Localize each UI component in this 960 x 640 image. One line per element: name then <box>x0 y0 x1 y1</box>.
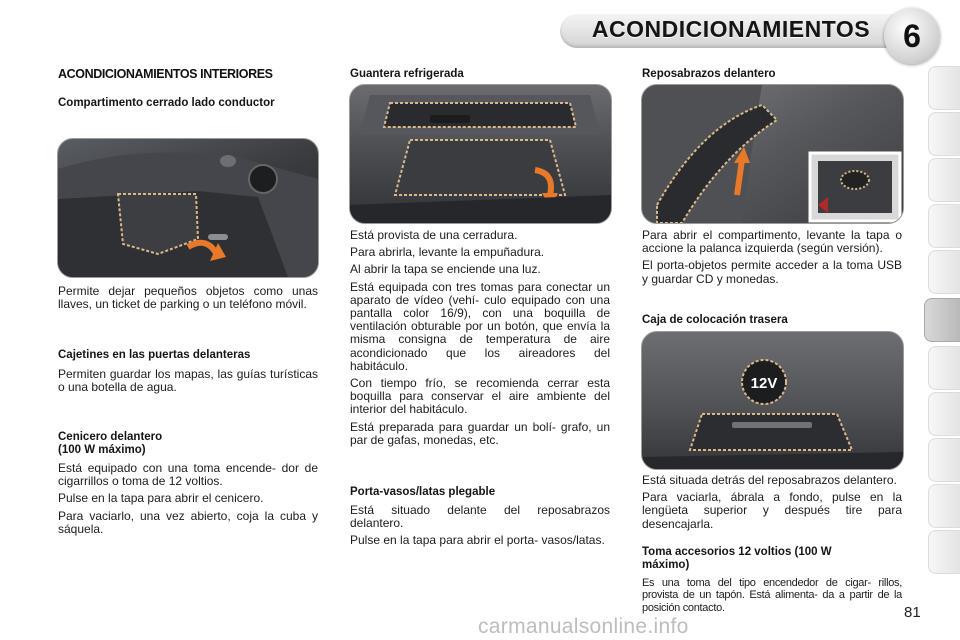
rear-box-photo <box>641 331 904 470</box>
door-pockets-paragraph <box>58 368 318 398</box>
ashtray-text-1: Está equipado con una toma encende- dor de cigarrillos o toma de 12 voltios. <box>58 461 318 489</box>
chapter-tab-7[interactable] <box>928 346 960 390</box>
socket-12v-label: 12V <box>750 375 778 392</box>
cup-holder-text-2: Pulse en la tapa para abrir el porta- vasos/latas. <box>350 533 605 548</box>
cup-holder-text-1: Está situado delante del reposabrazos delantero. <box>350 503 610 531</box>
chapter-number-badge: 6 <box>884 8 940 64</box>
rear-box-paragraph <box>642 474 902 535</box>
cooled-glovebox-title: Guantera refrigerada <box>350 68 464 80</box>
chapter-tab-1[interactable] <box>928 66 960 110</box>
cooled-glovebox-text-6: Está preparada para guardar un bolí- grafo, un par de gafas, monedas, etc. <box>350 419 610 447</box>
chapter-tab-6-active[interactable] <box>924 298 960 342</box>
socket-title-line-1: Toma accesorios 12 voltios (100 W <box>642 546 832 558</box>
rear-box-illustration <box>642 332 903 469</box>
ashtray-paragraph <box>58 462 318 540</box>
chapter-tab-11[interactable] <box>928 530 960 574</box>
cooled-glovebox-text-3: Al abrir la tapa se enciende una luz. <box>350 262 541 277</box>
socket-title <box>642 546 902 572</box>
ashtray-title-line-1: Cenicero delantero <box>58 431 163 443</box>
chapter-tab-5[interactable] <box>928 250 960 294</box>
armrest-photo <box>641 84 904 224</box>
socket-text: Es una toma del tipo encendedor de cigar- rillos, provista de un tapón. Está alimenta- da a partir de la posición contacto. <box>642 577 902 614</box>
armrest-paragraph <box>642 229 902 290</box>
armrest-text-1: Para abrir el compartimento, levante la tapa o accione la palanca izquierda (según versión). <box>642 228 902 256</box>
chapter-tab-3[interactable] <box>928 158 960 202</box>
cooled-glovebox-illustration <box>350 85 611 223</box>
cooled-glovebox-paragraph <box>350 229 610 451</box>
ashtray-title-line-2: (100 W máximo) <box>58 444 146 456</box>
cup-holder-paragraph <box>350 504 610 552</box>
rear-box-text-1: Está situada detrás del reposabrazos delantero. <box>642 473 897 487</box>
chapter-tab-8[interactable] <box>928 392 960 436</box>
armrest-title: Reposabrazos delantero <box>642 68 776 80</box>
door-pockets-title: Cajetines en las puertas delanteras <box>58 349 251 361</box>
section-title: ACONDICIONAMIENTOS INTERIORES <box>58 67 273 81</box>
chapter-title: ACONDICIONAMIENTOS <box>591 16 871 42</box>
glovebox-text: Permite dejar pequeños objetos como unas llaves, un ticket de parking o un teléfono móvil. <box>58 284 318 312</box>
ashtray-text-3: Para vaciarlo, una vez abierto, coja la cuba y sáquela. <box>58 508 318 536</box>
cooled-glovebox-photo <box>349 84 612 224</box>
cooled-glovebox-text-2: Para abrirla, levante la empuñadura. <box>350 245 545 260</box>
socket-title-line-2: máximo) <box>642 559 690 571</box>
chapter-tab-10[interactable] <box>928 484 960 528</box>
ashtray-text-2: Pulse en la tapa para abrir el cenicero. <box>58 491 264 506</box>
cooled-glovebox-text-1: Está provista de una cerradura. <box>350 228 518 242</box>
door-pockets-text: Permiten guardar los mapas, las guías turísticas o una botella de agua. <box>58 367 318 395</box>
watermark: carmanualsonline.info <box>478 615 689 638</box>
armrest-illustration <box>642 85 903 223</box>
rear-box-text-2: Para vaciarla, ábrala a fondo, pulse en la lengüeta superior y después tire para desencajarla. <box>642 490 902 531</box>
cooled-glovebox-text-5: Con tiempo frío, se recomienda cerrar esta boquilla para conservar el aire ambiente del interior del habitáculo. <box>350 376 610 417</box>
cooled-glovebox-text-4: Está equipada con tres tomas para conectar un aparato de vídeo (vehí- culo equipado con una pantalla color 16/9), con una boquilla de ventilación obturable por un botón, que envía la misma consigna de temperatura de aire acondicionado que los aireadores del habitáculo. <box>350 279 610 373</box>
glovebox-paragraph <box>58 285 318 315</box>
socket-paragraph <box>642 577 902 618</box>
chapter-tab-4[interactable] <box>928 204 960 248</box>
glovebox-illustration <box>58 139 318 277</box>
glovebox-title: Compartimento cerrado lado conductor <box>58 97 275 109</box>
chapter-tab-2[interactable] <box>928 112 960 156</box>
rear-box-title: Caja de colocación trasera <box>642 314 788 326</box>
page-number: 81 <box>904 604 921 621</box>
chapter-tab-strip <box>924 66 960 576</box>
cup-holder-title: Porta-vasos/latas plegable <box>350 486 496 498</box>
ashtray-title <box>58 431 318 457</box>
armrest-text-2: El porta-objetos permite acceder a la toma USB y guardar CD y monedas. <box>642 258 902 286</box>
chapter-tab-9[interactable] <box>928 438 960 482</box>
glovebox-photo <box>57 138 319 278</box>
